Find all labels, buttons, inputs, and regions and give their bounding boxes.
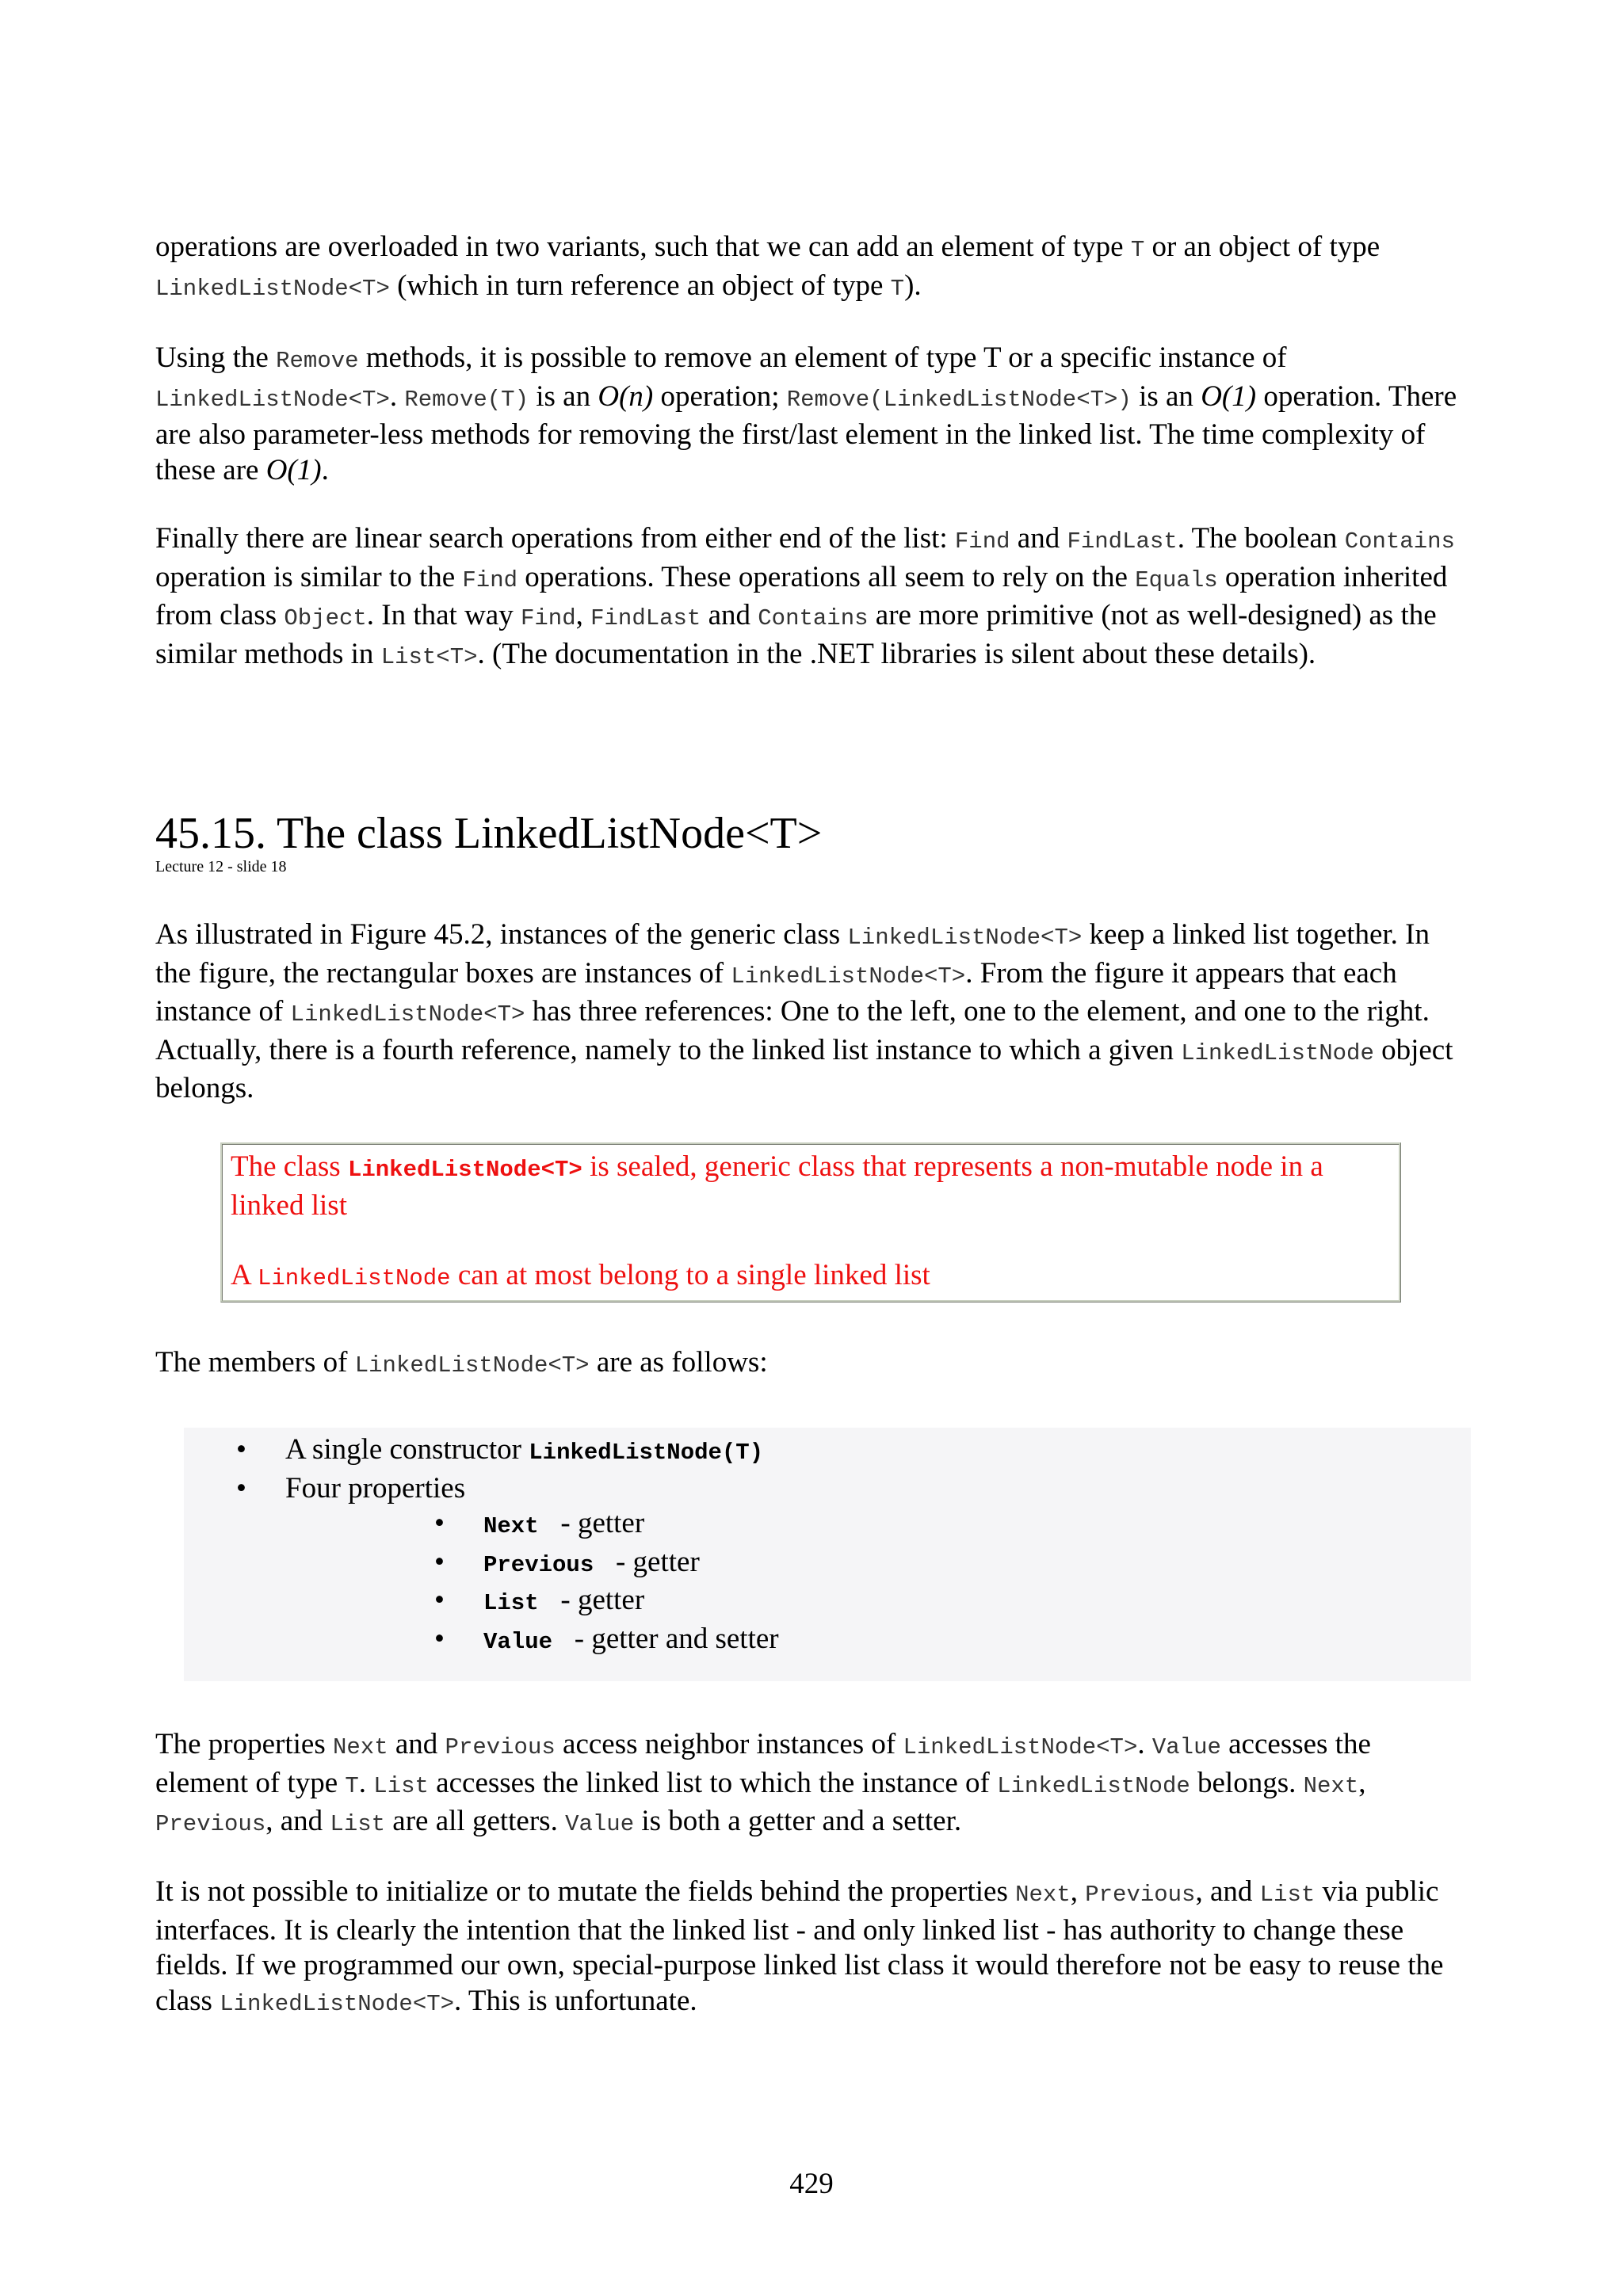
property-item-previous: • Previous - getter — [285, 1545, 1471, 1584]
property-item-value: • Value - getter and setter — [285, 1622, 1471, 1661]
slide-reference: Lecture 12 - slide 18 — [155, 858, 287, 875]
paragraph-members-intro: The members of LinkedListNode<T> are as follows: — [155, 1346, 768, 1379]
summary-line-single-list: A LinkedListNode can at most belong to a single linked list — [231, 1259, 930, 1291]
paragraph-illustrated: As illustrated in Figure 45.2, instances of the generic class LinkedListNode<T> keep a linked list together. In the figure, the rectangular boxes are instances of LinkedListNode<T>. From the figure it appears that each instance of LinkedListNode<T> has three references: One to the left, one to the element, and one to the right. Actually, there is a fourth reference, namely to the linked list instance to which a given LinkedListNode object belongs. — [155, 918, 1453, 1104]
paragraph-properties: The properties Next and Previous access neighbor instances of LinkedListNode<T>. Value accesses the element of type T. List accesses the linked list to which the instance of LinkedListNode belongs. Next, Previous, and List are all getters. Value is both a getter and a setter. — [155, 1728, 1371, 1837]
section-heading: 45.15. The class LinkedListNode<T> — [155, 809, 823, 858]
properties-sublist — [285, 1506, 1471, 1660]
paragraph-search: Finally there are linear search operations from either end of the list: Find and FindLast. The boolean Contains operation is similar to the Find operations. These operations all seem to rely on the Equals operation inherited from class Object. In that way Find, FindLast and Contains are more primitive (not as well-designed) as the similar methods in List<T>. (The documentation in the .NET libraries is silent about these details). — [155, 522, 1455, 670]
slide-summary-box — [220, 1142, 1401, 1302]
list-item-constructor: • A single constructor LinkedListNode(T) — [184, 1432, 1471, 1471]
summary-line-sealed: The class LinkedListNode<T> is sealed, generic class that represents a non-mutable node in a linked list — [231, 1150, 1323, 1222]
page-number: 429 — [789, 2168, 834, 2200]
members-list — [184, 1432, 1471, 1660]
paragraph-not-possible: It is not possible to initialize or to mutate the fields behind the properties Next, Previous, and List via public interfaces. It is clearly the intention that the linked list - and only linked list - has authority to change these fields. If we programmed our own, special-purpose linked list class it would therefore not be easy to reuse the class LinkedListNode<T>. This is unfortunate. — [155, 1875, 1444, 2017]
members-list-box — [184, 1428, 1471, 1681]
property-item-list: • List - getter — [285, 1583, 1471, 1622]
paragraph-overload: operations are overloaded in two variants, such that we can add an element of type T or an object of type LinkedListNode<T> (which in turn reference an object of type T). — [155, 231, 1381, 302]
property-item-next: • Next - getter — [285, 1506, 1471, 1545]
list-item-properties: • Four properties • Next - getter • Previous - getter • List - getter • Value - getter and setter — [184, 1471, 1471, 1661]
paragraph-remove: Using the Remove methods, it is possible to remove an element of type T or a specific instance of LinkedListNode<T>. Remove(T) is an O(n) operation; Remove(LinkedListNode<T>) is an O(1) operation. There are also parameter-less methods for removing the first/last element in the linked list. The time complexity of these are O(1). — [155, 341, 1457, 486]
